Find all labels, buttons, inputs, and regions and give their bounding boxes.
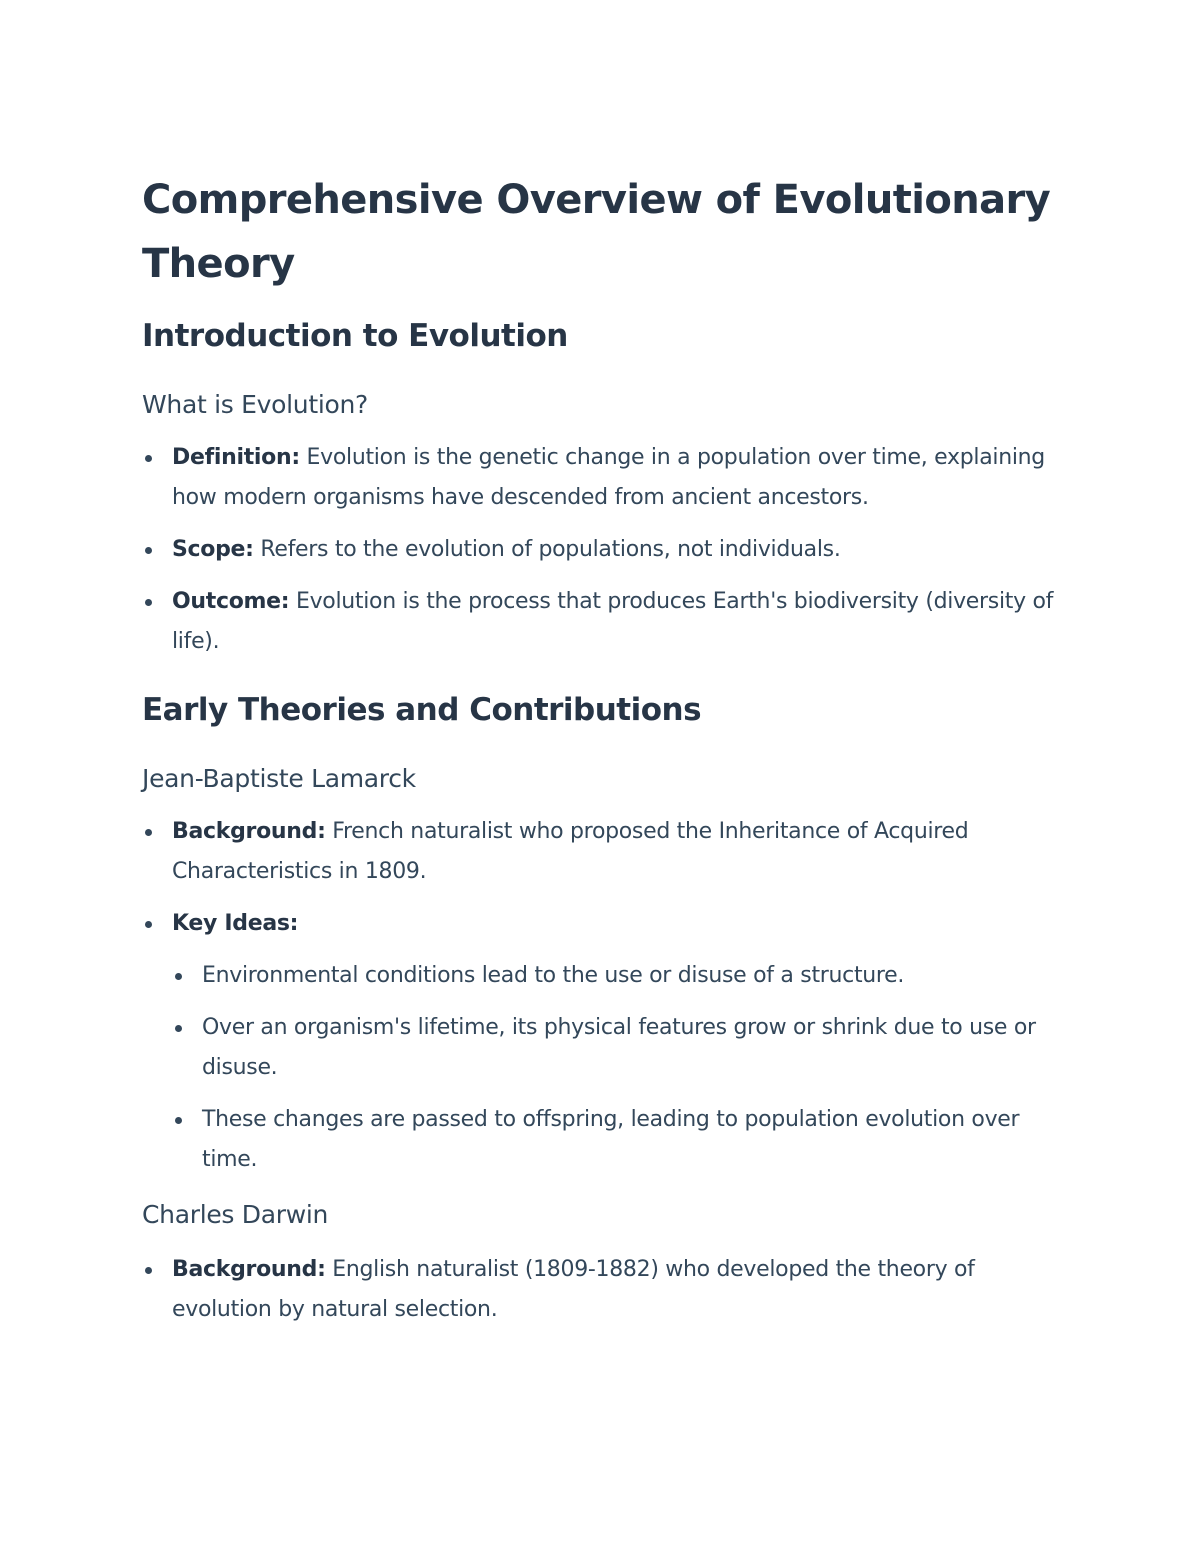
key-idea-item: Environmental conditions lead to the use or disuse of a structure.: [172, 956, 1062, 996]
subsection-heading-what-is-evolution: What is Evolution?: [142, 390, 368, 419]
list-item-definition: [142, 438, 1062, 518]
list-item-outcome: [142, 582, 1062, 662]
section-heading-early-theories: Early Theories and Contributions: [142, 692, 702, 728]
item-text: Refers to the evolution of populations, not individuals.: [253, 537, 841, 562]
lamarck-list: [142, 812, 1062, 1180]
subsection-heading-darwin: Charles Darwin: [142, 1200, 329, 1229]
item-text: Evolution is the process that produces Earth's biodiversity (diversity of life).: [172, 589, 1054, 654]
subsection-heading-lamarck: Jean-Baptiste Lamarck: [142, 764, 416, 793]
item-label: Key Ideas:: [172, 911, 299, 936]
list-item-lamarck-key-ideas: [142, 904, 1062, 1180]
item-label: Background:: [172, 819, 326, 844]
list-item-lamarck-background: [142, 812, 1062, 892]
key-idea-item: Over an organism's lifetime, its physical features grow or shrink due to use or disuse.: [172, 1008, 1062, 1088]
item-label: Outcome:: [172, 589, 290, 614]
key-ideas-sublist: [172, 956, 1062, 1180]
item-label: Scope:: [172, 537, 254, 562]
darwin-list: [142, 1250, 1062, 1330]
what-is-evolution-list: [142, 438, 1062, 662]
section-heading-introduction: Introduction to Evolution: [142, 318, 568, 354]
list-item-darwin-background: [142, 1250, 1062, 1330]
item-label: Background:: [172, 1257, 326, 1282]
list-item-scope: [142, 530, 1062, 570]
item-text: Evolution is the genetic change in a population over time, explaining how modern organisms have descended from ancient ancestors.: [172, 445, 1045, 510]
item-label: Definition:: [172, 445, 300, 470]
item-text: French naturalist who proposed the Inheritance of Acquired Characteristics in 1809.: [172, 819, 969, 884]
item-text: English naturalist (1809-1882) who developed the theory of evolution by natural selection.: [172, 1257, 975, 1322]
document-title: Comprehensive Overview of Evolutionary Theory: [142, 177, 1051, 287]
document-page: [142, 168, 1062, 1330]
key-idea-item: These changes are passed to offspring, leading to population evolution over time.: [172, 1100, 1062, 1180]
